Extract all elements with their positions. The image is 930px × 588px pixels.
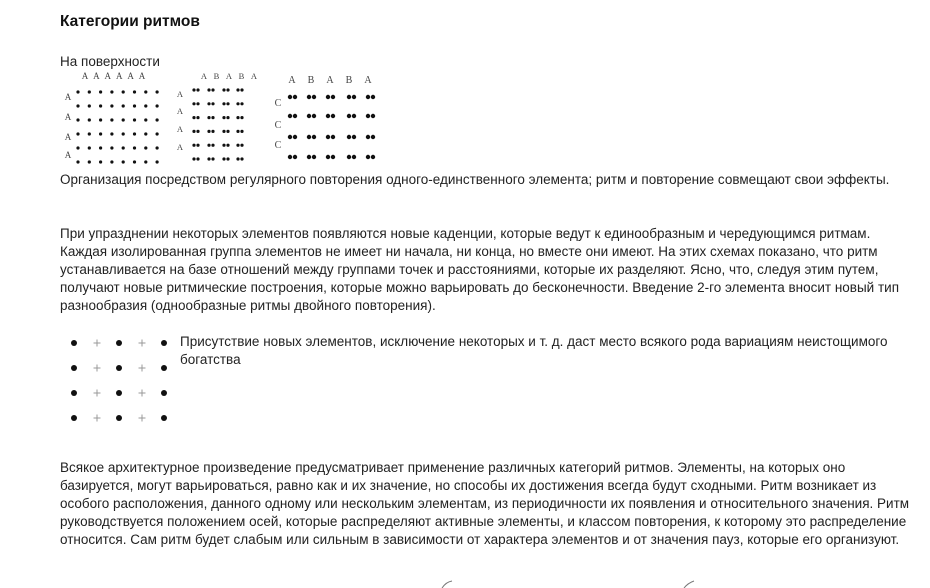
dot [196,144,199,147]
dot [88,118,91,121]
dot [211,157,214,160]
pattern-plus [94,390,101,397]
dot [122,132,125,135]
dot [207,102,210,105]
grid-label: B [213,71,220,81]
grid-label: B [307,75,315,86]
dot [88,146,91,149]
grid-label: A [81,71,89,81]
dot [133,146,136,149]
grid-label: A [127,71,134,81]
dot [99,90,102,93]
dot [211,116,214,119]
pattern-dot [116,340,122,346]
dot [76,160,79,163]
dot [331,95,335,99]
dot [76,132,79,135]
grid-label: A [138,71,146,81]
grid-label: A [250,71,258,81]
dot [288,135,292,139]
dot [207,88,210,91]
dot [331,155,335,159]
dot [347,114,351,118]
dot [326,135,330,139]
paragraph-architecture-rhythm: Всякое архитектурное произведение предусматривает применение различных категорий ритмов. Элементы, на которых оно базируется, могут варьироваться, равно как и их значение, но способы их достижения всегда будут сходными. Ритм возникает из особого расположения, данного одному или нескольким элементам, из периодичности их появления и относительного значения. Ритм руководствуется положением осей, которые распределяют активные элементы, и классом повторения, к которому это распределение относится. Сам ритм будет слабым или сильным в зависимости от характера элементов и от значения пауз, которые его организуют. [60,460,910,547]
dot [122,118,125,121]
dot [156,104,159,107]
dot [144,104,147,107]
dot [99,104,102,107]
dot [192,88,195,91]
dot [371,135,375,139]
dot [307,95,311,99]
dot [110,90,113,93]
dot [211,130,214,133]
dot [226,130,229,133]
pattern-plus [139,340,146,347]
dot [133,104,136,107]
dot [110,118,113,121]
dot [110,146,113,149]
dot [240,102,243,105]
paragraph-regular-repetition: Организация посредством регулярного повторения одного-единственного элемента; ритм и повторение совмещают свои эффекты. [60,172,890,187]
dot [211,144,214,147]
dot [222,130,225,133]
dot [99,160,102,163]
grid-label: C [274,140,282,151]
dot [222,88,225,91]
dot [240,116,243,119]
dot [222,102,225,105]
dot [207,144,210,147]
dot [240,88,243,91]
grid-label: A [225,71,233,81]
dot [133,90,136,93]
page-title: Категории ритмов [60,13,200,30]
dot [226,88,229,91]
dot [99,118,102,121]
dot [226,116,229,119]
dot [371,114,375,118]
cropped-figure-fragment [680,580,710,588]
dot [99,132,102,135]
dot [222,157,225,160]
dot [122,146,125,149]
dot [347,155,351,159]
dot [122,90,125,93]
dot [88,160,91,163]
rhythm-dot-grids-figure [60,68,390,168]
dot [133,160,136,163]
dot [76,104,79,107]
dot [236,157,239,160]
grid-label: A [64,150,72,160]
dot [288,114,292,118]
dot [196,130,199,133]
dot [352,135,356,139]
dot [240,144,243,147]
dot [312,114,316,118]
dot [192,130,195,133]
dot [192,116,195,119]
dot [76,118,79,121]
dot [196,116,199,119]
grid-label: C [274,120,282,131]
paired-dot-grid [177,71,258,161]
dot [196,157,199,160]
dot [307,155,311,159]
pattern-plus [139,365,146,372]
grid-label: A [93,71,100,81]
dot [196,88,199,91]
dot [293,114,297,118]
dot [288,95,292,99]
grid-label: A [364,75,372,86]
pattern-dot [71,415,77,421]
dot [76,146,79,149]
dot [226,157,229,160]
dot [110,132,113,135]
dot [211,88,214,91]
dot [366,114,370,118]
dot [88,104,91,107]
dot [226,144,229,147]
pattern-dot [71,390,77,396]
dot [207,157,210,160]
dot-plus-pattern-figure [60,333,175,428]
dot [192,102,195,105]
dot [110,160,113,163]
dot [156,118,159,121]
dot [99,146,102,149]
dot [122,104,125,107]
dot [192,157,195,160]
grid-label: A [176,106,184,116]
dot [76,90,79,93]
pattern-plus [94,415,101,422]
dot [88,132,91,135]
dot [352,114,356,118]
dot [144,160,147,163]
dot [347,95,351,99]
dot [352,95,356,99]
dot [226,102,229,105]
dot [110,104,113,107]
pattern-dot [161,415,167,421]
cropped-figure-fragment [440,580,470,588]
grid-label: A [115,71,123,81]
grid-label: A [176,142,184,152]
grid-label: A [176,89,184,99]
dot [288,155,292,159]
pattern-dot [116,390,122,396]
grid-label: A [326,75,334,86]
dot [88,90,91,93]
dot [347,135,351,139]
paragraph-new-cadences: При упразднении некоторых элементов появляются новые каденции, которые ведут к единообразным и чередующимся ритмам. Каждая изолированная группа элементов не имеет ни начала, ни конца, но вместе они имеют. На этих схемах показано, что ритм устанавливается на базе отношений между группами точек и расстояниями, которые их разделяют. Ясно, что, следуя этим путем, получают новые ритмические построения, которые можно варьировать до бесконечности. Введение 2-го элемента вносит новый тип разнообразия (однообразные ритмы двойного повторения). [60,226,900,313]
dot [366,155,370,159]
dot [207,116,210,119]
dot [156,132,159,135]
grid-label: A [288,75,296,86]
grid-label: A [64,92,72,102]
dot [240,130,243,133]
pattern-dot [161,365,167,371]
dot [326,155,330,159]
dot [156,90,159,93]
dot [236,116,239,119]
grid-label: B [345,75,353,86]
dot [222,116,225,119]
pattern-plus [139,415,146,422]
dot [192,144,195,147]
dot [122,160,125,163]
grid-label: B [238,71,245,81]
pattern-plus [94,365,101,372]
dot [144,90,147,93]
dot [326,114,330,118]
dot [366,135,370,139]
grid-label: A [64,112,72,122]
dot [312,155,316,159]
dot [236,102,239,105]
pattern-plus [139,390,146,397]
dot [144,146,147,149]
grid-label: A [64,132,72,142]
dot [331,135,335,139]
section-subtitle: На поверхности [60,54,160,69]
dot [133,132,136,135]
grid-label: A [176,124,184,134]
grid-label: C [274,98,282,109]
pattern-dot [161,340,167,346]
dot [207,130,210,133]
dot [240,157,243,160]
dot [312,95,316,99]
dot [293,95,297,99]
dot [307,114,311,118]
dot [133,118,136,121]
dot [236,130,239,133]
grouped-dot-grid [275,75,376,159]
figure-caption: Присутствие новых элементов, исключение некоторых и т. д. даст место всякого рода вариациям неистощимого богатства [180,334,888,367]
dot [312,135,316,139]
dot [331,114,335,118]
dot [326,95,330,99]
dot [236,88,239,91]
dot [307,135,311,139]
dot [196,102,199,105]
pattern-dot [116,415,122,421]
dot [156,146,159,149]
grid-label: A [104,71,112,81]
uniform-dot-grid [65,71,159,164]
grid-label: A [200,71,208,81]
dot [371,95,375,99]
dot [236,144,239,147]
dot [371,155,375,159]
dot [293,155,297,159]
dot [222,144,225,147]
pattern-plus [94,340,101,347]
pattern-dot [71,365,77,371]
dot [293,135,297,139]
dot [144,118,147,121]
pattern-dot [71,340,77,346]
pattern-dot [161,390,167,396]
dot [211,102,214,105]
dot [144,132,147,135]
dot [352,155,356,159]
dot [156,160,159,163]
pattern-dot [116,365,122,371]
dot [366,95,370,99]
